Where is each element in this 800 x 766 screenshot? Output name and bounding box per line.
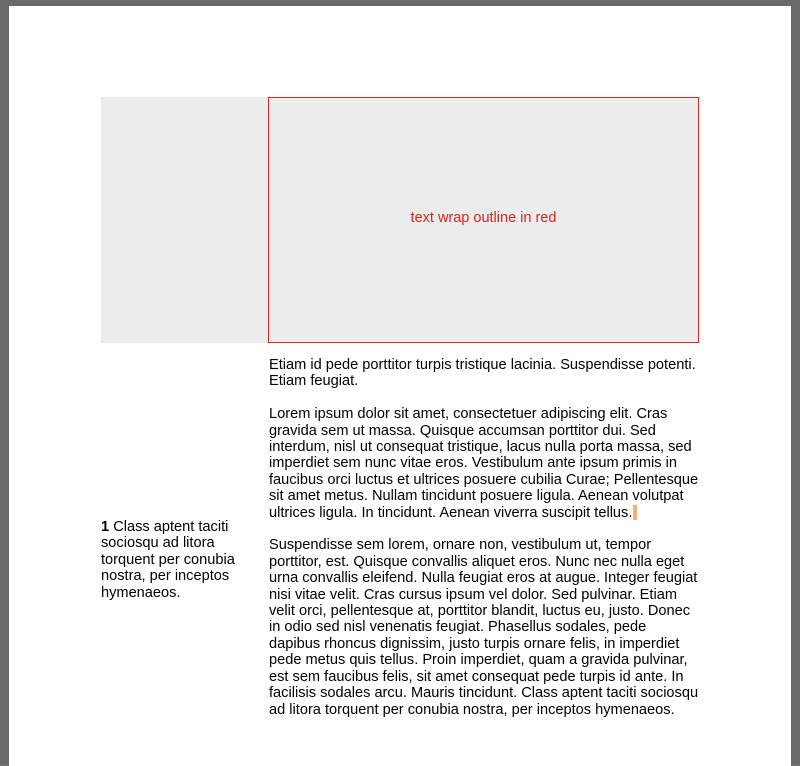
text-wrap-figure xyxy=(268,97,699,343)
paragraph-2 xyxy=(269,406,701,521)
paragraph-3: Suspendisse sem lorem, ornare non, vestibulum ut, tempor porttitor, est. Quisque convallis aliquet eros. Nunc nec nulla eget urna convallis eleifend. Nulla feugiat eros at augue. Integer feugiat nisi vitae velit. Cras cursus ipsum vel dolor. Sed pulvinar. Etiam velit orci, pellentesque at, porttitor blandit, luctus eu, justo. Donec in odio sed nisl venenatis feugiat. Phasellus sodales, pede dapibus rhoncus dignissim, justo turpis ornare felis, in imperdiet pede metus quis tellus. Proin imperdiet, quam a gravida pulvinar, est sem faucibus felis, sit amet consequat pede turpis id ante. In facilisis sodales arcu. Mauris tincidunt. Class aptent taciti sociosqu ad litora torquent per conubia nostra, per inceptos hymenaeos. xyxy=(269,537,699,718)
figure-side-panel xyxy=(101,97,268,343)
paragraph-2-text: Lorem ipsum dolor sit amet, consectetuer adipiscing elit. Cras gravida sem ut massa. Quisque accumsan porttitor dui. Sed interdum, nisl ut consequat tristique, lacus nulla porta massa, sed imperdiet sem nunc vitae eros. Vestibulum ante ipsum primis in faucibus orci luctus et ultrices posuere cubilia Curae; Pellentesque sit amet metus. Nullam tincidunt posuere ligula. Aenean volutpat ultrices ligula. In tincidunt. Aenean viverra suscipit tellus. xyxy=(269,406,699,521)
footnote xyxy=(101,519,261,601)
text-wrap-label: text wrap outline in red xyxy=(410,210,557,226)
paragraph-1: Etiam id pede porttitor turpis tristique lacinia. Suspendisse potenti. Etiam feugiat. xyxy=(269,357,696,390)
footnote-number: 1 xyxy=(101,519,110,535)
body-text xyxy=(269,357,701,734)
footnote-marker[interactable] xyxy=(633,505,637,520)
document-page xyxy=(9,6,791,766)
footnote-text: Class aptent taciti sociosqu ad litora torquent per conubia nostra, per inceptos hymenaeos. xyxy=(101,519,235,601)
